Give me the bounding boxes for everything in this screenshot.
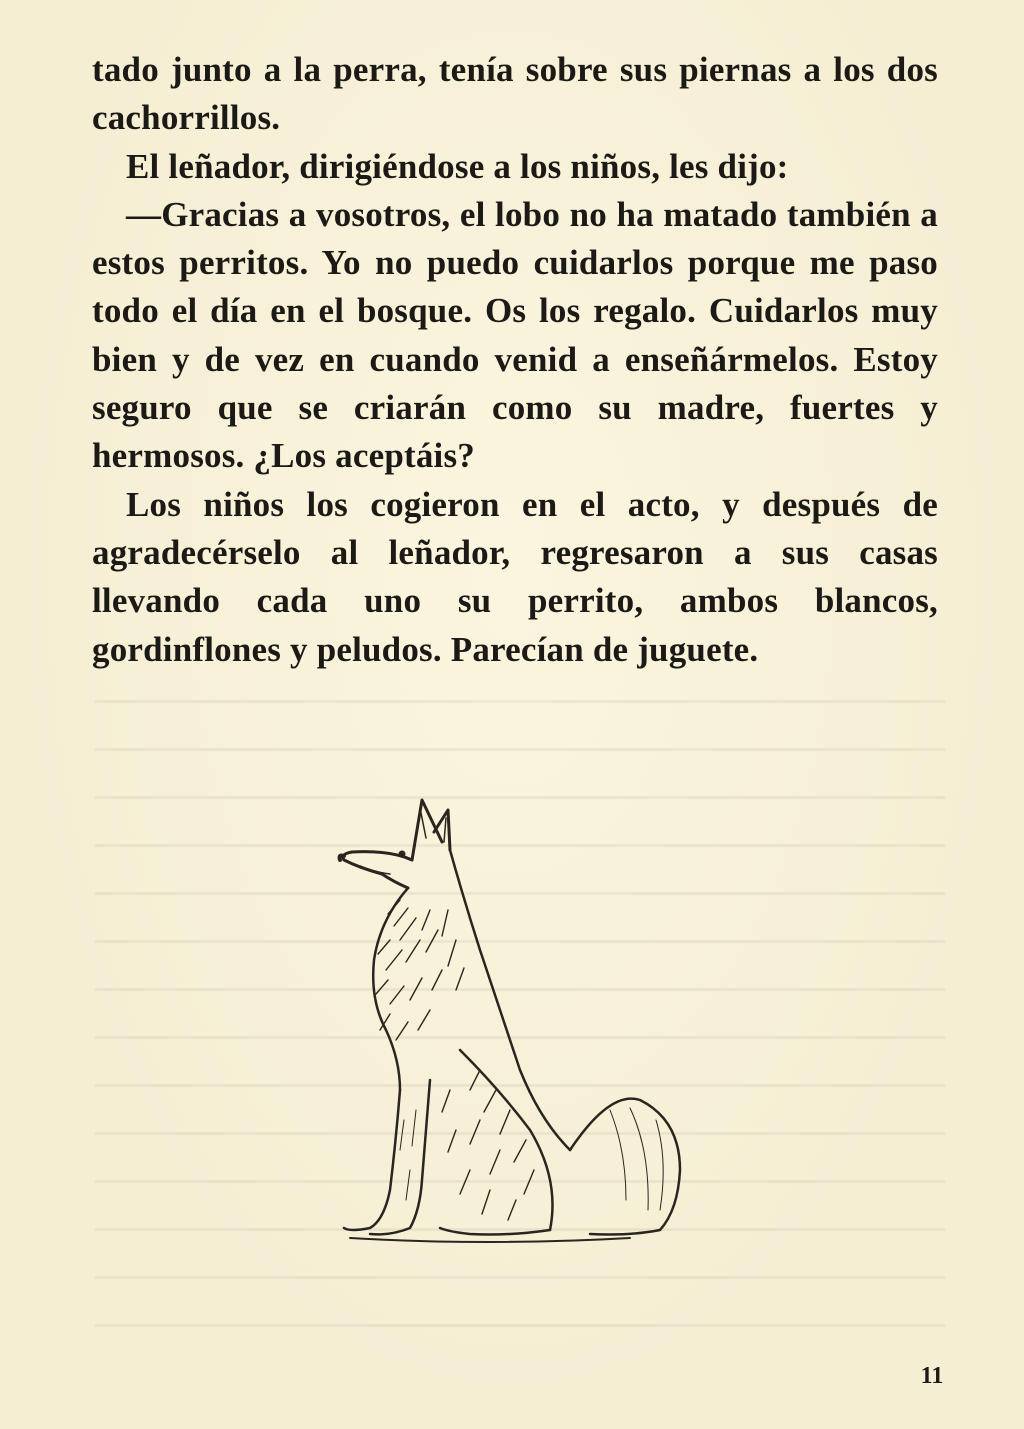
paragraph-4: Los niños los cogieron en el acto, y después de agradecérselo al leñador, regresaron a sus casas llevando cada uno su perrito, ambos blancos, gordinflones y peludos. Parecían de juguete.: [92, 484, 938, 669]
paragraph-2: El leñador, dirigiéndose a los niños, les dijo:: [126, 146, 789, 186]
paragraph-3: —Gracias a vosotros, el lobo no ha matado también a estos perritos. Yo no puedo cuidarlos porque me paso todo el día en el bosque. Os los regalo. Cuidarlos muy bien y de vez en cuando venid a enseñármelos. Estoy seguro que se criarán como su madre, fuertes y hermosos. ¿Los aceptáis?: [92, 194, 938, 476]
dog-sitting-illustration: [330, 790, 700, 1260]
paragraph-1: tado junto a la perra, tenía sobre sus piernas a los dos cachorrillos.: [92, 50, 938, 138]
body-text: [92, 46, 938, 674]
page-number: 11: [920, 1363, 944, 1389]
